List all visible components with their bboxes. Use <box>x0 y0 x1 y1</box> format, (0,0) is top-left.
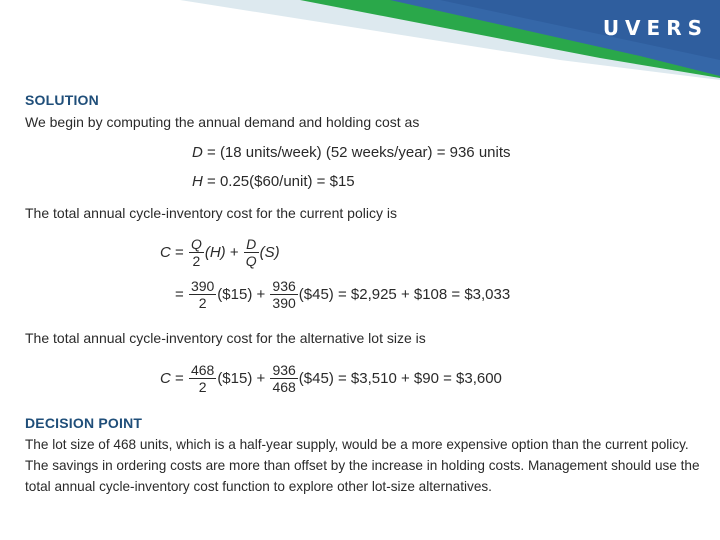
fraction-468-over-2 <box>189 362 216 395</box>
eq-h-lhs: H <box>192 173 203 190</box>
eq-d-lhs: D <box>192 144 203 161</box>
eq-h-rhs: = 0.25($60/unit) = $15 <box>202 173 355 190</box>
decision-heading: DECISION POINT <box>25 415 143 431</box>
header-banner <box>0 0 720 90</box>
frac-num: 390 <box>190 278 215 294</box>
eq-c1-plus: + <box>225 244 243 261</box>
fraction-q-over-2 <box>189 236 204 269</box>
frac-den: 2 <box>192 253 201 269</box>
frac-den: 468 <box>272 379 296 395</box>
equation-current-cost <box>175 278 510 311</box>
current-policy-intro: The total annual cycle-inventory cost for the current policy is <box>25 205 397 221</box>
eq-c1-h: (H) <box>204 244 226 261</box>
frac-num: 468 <box>190 362 215 378</box>
eq-c3-lhs: C <box>160 370 171 387</box>
eq-c1-eq: = <box>170 244 188 261</box>
decision-text: The lot size of 468 units, which is a half-year supply, would be a more expensive option than the current policy. The savings in ordering costs are more than offset by the increase in holding costs. Management should use the total annual cycle-inventory cost function to explore other lot-size alternatives. <box>25 437 700 494</box>
fraction-936-over-468 <box>270 362 297 395</box>
frac-num: D <box>244 236 259 253</box>
eq-c2-eq: = <box>175 286 188 303</box>
frac-den: Q <box>245 253 257 269</box>
fraction-936-over-390 <box>270 278 297 311</box>
equation-holding <box>192 173 355 190</box>
eq-c3-eq: = <box>170 370 188 387</box>
eq-c1-s: (S) <box>259 244 280 261</box>
frac-den: 390 <box>272 295 296 311</box>
eq-c3-v2: ($45) = $3,510 + $90 = $3,600 <box>298 370 502 387</box>
eq-c1-lhs: C <box>160 244 171 261</box>
equation-cost-formula <box>160 236 280 269</box>
solution-heading: SOLUTION <box>25 92 99 108</box>
frac-num: 936 <box>272 278 296 294</box>
equation-demand <box>192 144 511 161</box>
fraction-d-over-q <box>244 236 259 269</box>
eq-c3-v1: ($15) + <box>217 370 270 387</box>
uvers-logo: UVERS <box>602 16 708 40</box>
equation-alternative-cost <box>160 362 502 395</box>
frac-den: 2 <box>198 379 207 395</box>
frac-den: 2 <box>198 295 207 311</box>
eq-d-rhs: = (18 units/week) (52 weeks/year) = 936 units <box>202 144 511 161</box>
frac-num: 936 <box>272 362 296 378</box>
alternative-lot-intro: The total annual cycle-inventory cost for the alternative lot size is <box>25 330 426 346</box>
solution-intro: We begin by computing the annual demand and holding cost as <box>25 114 420 130</box>
eq-c2-v1: ($15) + <box>217 286 270 303</box>
eq-c2-v2: ($45) = $2,925 + $108 = $3,033 <box>298 286 511 303</box>
fraction-390-over-2 <box>189 278 216 311</box>
frac-num: Q <box>190 236 202 252</box>
